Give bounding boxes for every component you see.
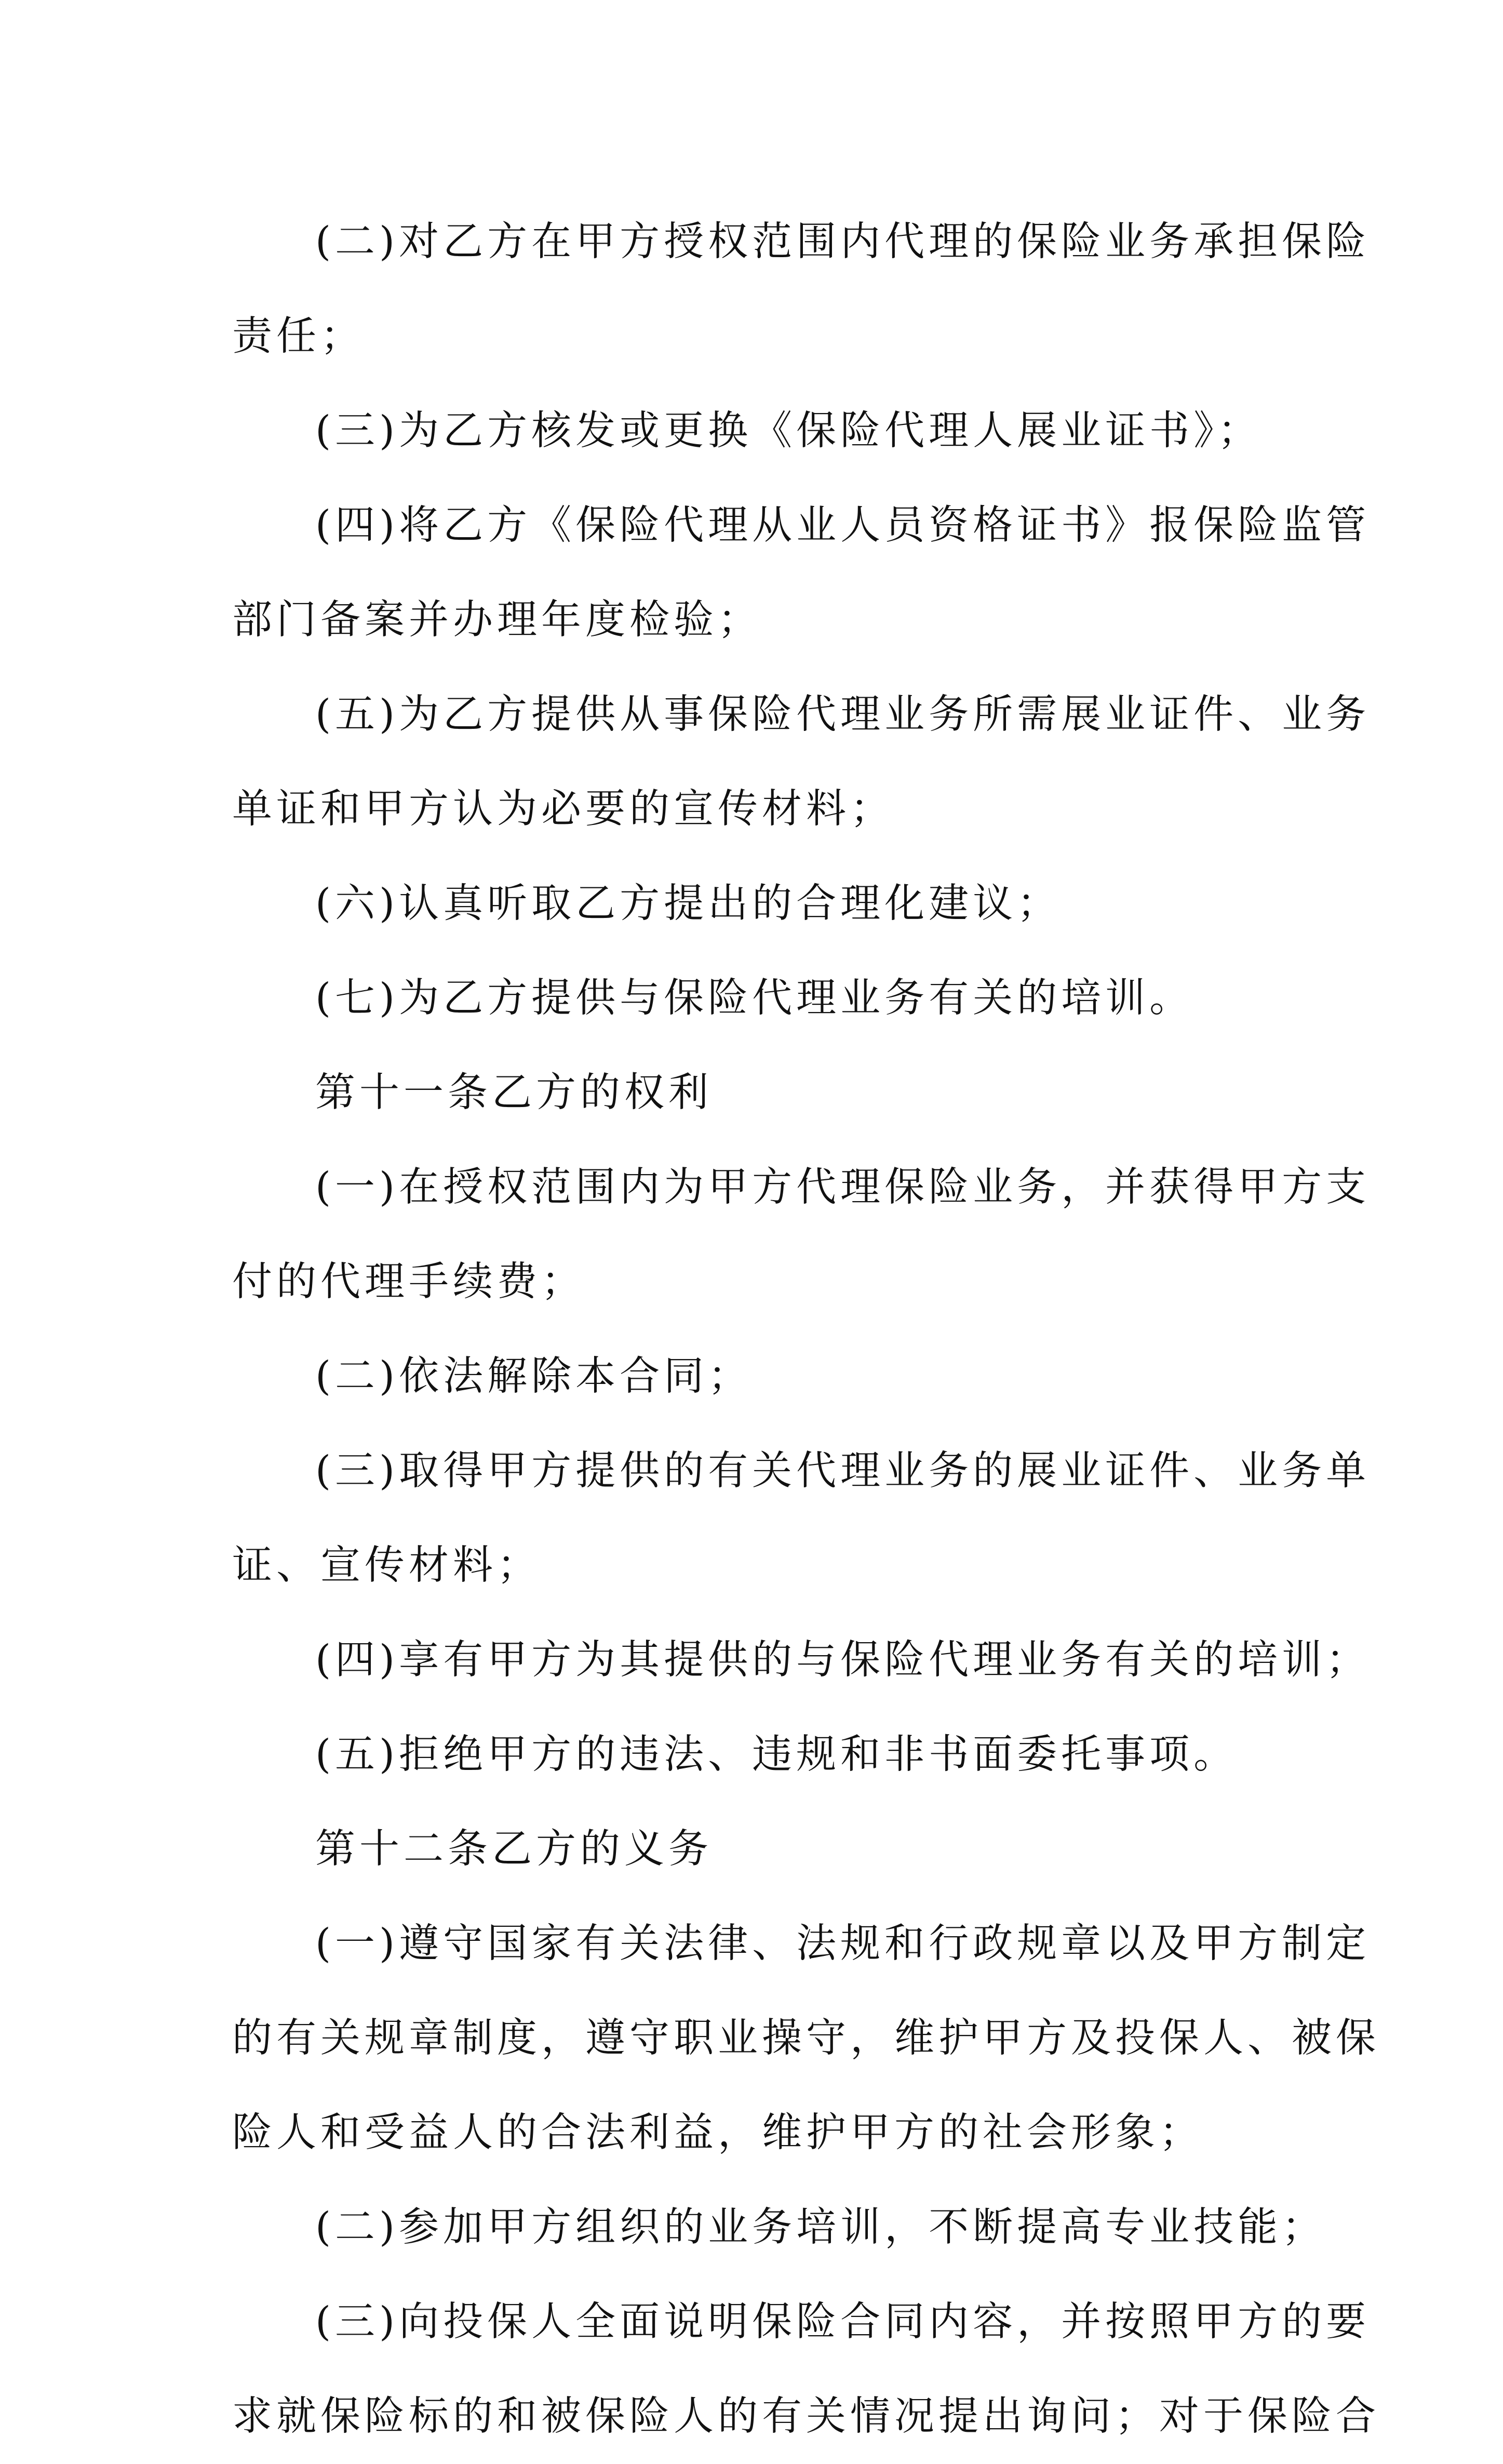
text-line: (三)为乙方核发或更换《保险代理人展业证书》； xyxy=(315,408,1262,454)
text-line: (四)将乙方《保险代理从业人员资格证书》报保险监管 xyxy=(315,502,1371,549)
text-line: (四)享有甲方为其提供的与保险代理业务有关的培训； xyxy=(315,1637,1371,1683)
article-heading: 第十二条乙方的义务 xyxy=(315,1826,713,1872)
text-line: (七)为乙方提供与保险代理业务有关的培训。 xyxy=(315,975,1194,1021)
text-line: (二)对乙方在甲方授权范围内代理的保险业务承担保险 xyxy=(315,219,1371,265)
text-line: (三)取得甲方提供的有关代理业务的展业证件、业务单 xyxy=(315,1448,1371,1494)
text-line: (五)为乙方提供从事保险代理业务所需展业证件、业务 xyxy=(315,691,1371,738)
text-line: 责任； xyxy=(232,313,365,359)
text-line: 单证和甲方认为必要的宣传材料； xyxy=(232,786,894,832)
text-line: (一)在授权范围内为甲方代理保险业务，并获得甲方支 xyxy=(315,1164,1371,1210)
text-line: (二)参加甲方组织的业务培训，不断提高专业技能； xyxy=(315,2204,1326,2250)
text-line: 部门备案并办理年度检验； xyxy=(232,597,762,643)
text-line: 付的代理手续费； xyxy=(232,1259,585,1305)
article-heading: 第十一条乙方的权利 xyxy=(315,1070,713,1116)
text-line: (五)拒绝甲方的违法、违规和非书面委托事项。 xyxy=(315,1732,1238,1778)
text-line: 险人和受益人的合法利益，维护甲方的社会形象； xyxy=(232,2110,1203,2156)
document-body xyxy=(232,195,1380,2464)
text-line: (二)依法解除本合同； xyxy=(315,1353,753,1400)
text-line: 的有关规章制度，遵守职业操守，维护甲方及投保人、被保 xyxy=(232,2015,1380,2061)
text-line: 证、宣传材料； xyxy=(232,1542,541,1589)
text-line: (六)认真听取乙方提出的合理化建议； xyxy=(315,881,1062,927)
text-line: (三)向投保人全面说明保险合同内容，并按照甲方的要 xyxy=(315,2299,1371,2345)
text-line: (一)遵守国家有关法律、法规和行政规章以及甲方制定 xyxy=(315,1921,1371,1967)
text-line: 求就保险标的和被保险人的有关情况提出询问；对于保险合 xyxy=(232,2393,1380,2440)
